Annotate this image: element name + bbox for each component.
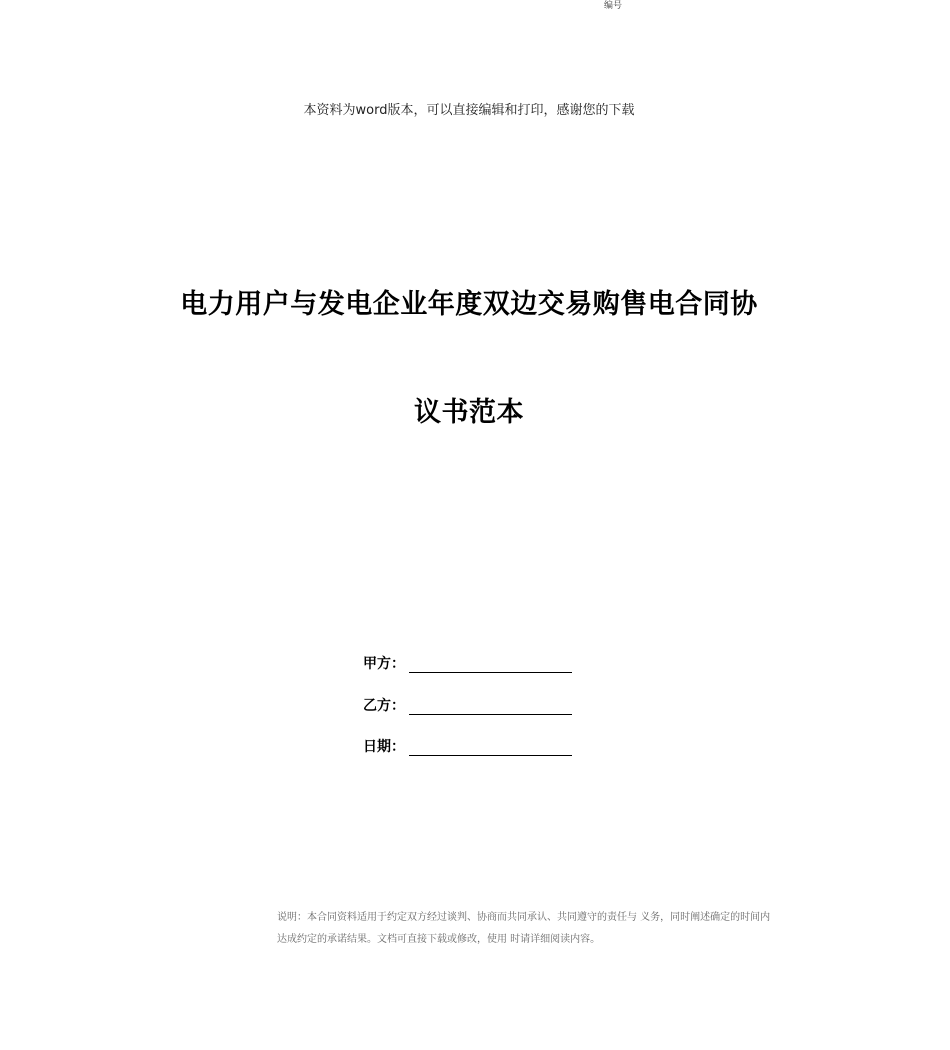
party-a-blank-line bbox=[409, 657, 572, 673]
party-a-label: 甲方： bbox=[363, 656, 405, 672]
serial-number-label: 编号 bbox=[604, 1, 623, 11]
date-label: 日期： bbox=[363, 739, 405, 755]
party-b-blank-line bbox=[409, 699, 572, 715]
party-a-row bbox=[363, 649, 572, 673]
footnote-line-2: 达成约定的承诺结果。文档可直接下载或修改，使用 时请详细阅读内容。 bbox=[277, 934, 601, 945]
footnote-line-1: 说明：本合同资料适用于约定双方经过谈判、协商而共同承认、共同遵守的责任与 义务，同时阐述确定的时间内 bbox=[277, 912, 771, 923]
date-blank-line bbox=[409, 740, 572, 756]
document-title-line-1: 电力用户与发电企业年度双边交易购售电合同协 bbox=[180, 289, 758, 320]
party-b-label: 乙方： bbox=[363, 698, 405, 714]
document-title-line-2: 议书范本 bbox=[414, 397, 524, 428]
download-notice: 本资料为word版本，可以直接编辑和打印，感谢您的下载 bbox=[303, 103, 635, 118]
date-row bbox=[363, 732, 572, 756]
party-b-row bbox=[363, 691, 572, 715]
